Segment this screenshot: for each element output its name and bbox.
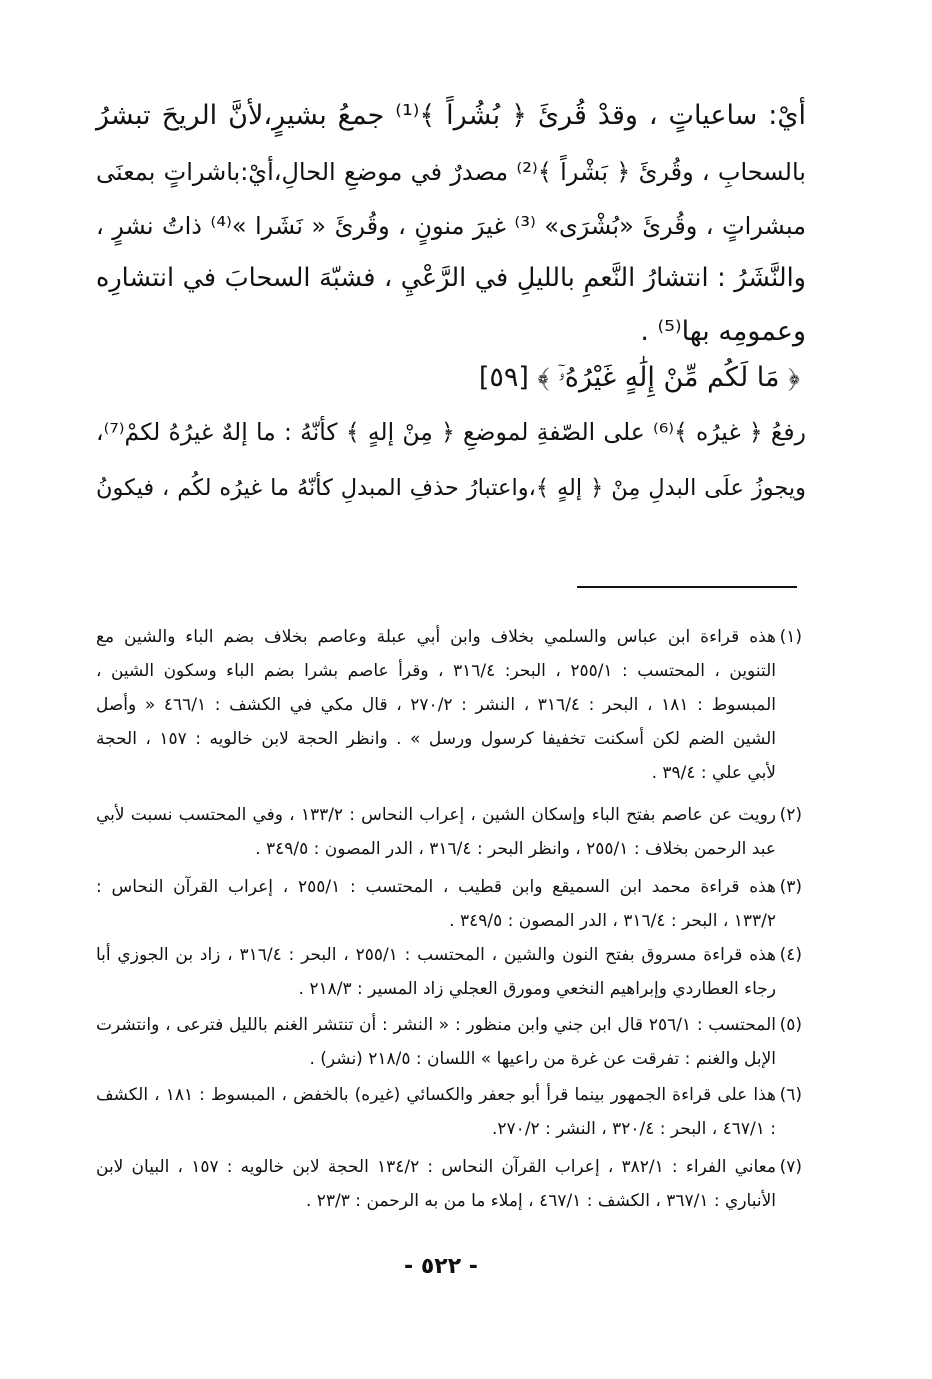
footnote — [96, 798, 802, 866]
footnote — [96, 620, 802, 790]
footnote — [96, 1008, 802, 1076]
footnote-line: عبد الرحمن بخلاف : ٢٥٥/١ ، وانظر البحر : ٣١٦/٤ ، الدر المصون : ٣٤٩/٥ . — [255, 839, 776, 859]
footnote-line: المحتسب : ٢٥٦/١ قال ابن جني وابن منظور : « النشر : أن تنتشر الغنم بالليل فترعى ، وانتشرت — [96, 1015, 776, 1035]
footnote-separator — [577, 586, 797, 588]
footnote-number: (١) — [779, 627, 802, 647]
main-text-line: وعمومِه بها⁽⁵⁾ . — [640, 316, 806, 347]
footnote-line: المبسوط : ١٨١ ، البحر : ٣١٦/٤ ، النشر : ٢٧٠/٢ ، قال مكي في الكشف : ٤٦٦/١ « وأصل — [96, 695, 776, 715]
footnote-number: (٧) — [779, 1157, 802, 1177]
page-number: - ٥٢٢ - — [404, 1254, 478, 1279]
main-text-line: والنَّشَرُ : انتشارُ النَّعمِ بالليلِ في الرَّعْيِ ، فشبّهَ السحابَ في انتشارِه — [96, 263, 806, 293]
main-text-line: مبشراتٍ ، وقُرئَ «بُشْرَى» ⁽³⁾ غيرَ منونٍ ، وقُرئَ « نَشَرا »⁽⁴⁾ ذاتُ نشرٍ ، — [96, 212, 807, 240]
main-text-line: ويجوزُ علَى البدلِ مِنْ ﴿ إلهٍ ﴾،واعتبارُ حذفِ المبدلِ كأنّهُ ما غيرُه لكُم ، فيكونُ — [96, 475, 806, 501]
footnote-line: هذه قراءة ابن عباس والسلمي بخلاف وابن أبي عبلة وعاصم بخلاف بضم الباء والشين مع — [96, 627, 776, 647]
footnote-line: هذا على قراءة الجمهور بينما قرأ أبو جعفر والكسائي (غيره) بالخفض ، المبسوط : ١٨١ ، الكشف — [96, 1085, 776, 1105]
footnote-line: التنوين ، المحتسب : ٢٥٥/١ ، البحر: ٣١٦/٤ ، وقرأ عاصم بشرا بضم الباء وسكون الشين ، — [96, 661, 777, 681]
footnote-line: : ٤٦٧/١ ، البحر : ٣٢٠/٤ ، النشر : ٢٧٠/٢. — [492, 1119, 776, 1139]
footnote — [96, 1078, 802, 1146]
footnote-line: الأنباري : ٣٦٧/١ ، الكشف : ٤٦٧/١ ، إملاء ما من به الرحمن : ٢٣/٣ . — [305, 1191, 776, 1211]
footnote-line: الإبل والغنم : تفرقت عن غرة من راعيها » اللسان : ٢١٨/٥ (نشر) . — [309, 1049, 776, 1069]
footnote-line: معاني الفراء : ٣٨٢/١ ، إعراب القرآن النحاس : ١٣٤/٢ الحجة لابن خالويه : ١٥٧ ، البيان لابن — [96, 1157, 776, 1177]
footnote-line: رجاء العطاردي وإبراهيم النخعي ومورق العجلي زاد المسير : ٢١٨/٣ . — [298, 979, 776, 999]
main-text-line: رفعُ ﴿ غيرُه ﴾⁽⁶⁾ على الصّفةِ لموضعِ ﴿ مِنْ إلهٍ ﴾ كأنّهُ : ما إلهٌ غيرُهُ لكمْ⁽⁷⁾، — [96, 418, 806, 446]
main-text-line: أيْ: ساعياتٍ ، وقدْ قُرئَ ﴿ بُشُراً ﴾⁽¹⁾ جمعُ بشيرٍ،لأنَّ الريحَ تبشرُ — [96, 100, 806, 131]
footnote — [96, 870, 802, 938]
main-text-line: بالسحابِ ، وقُرئَ ﴿ بَشْراً ﴾⁽²⁾ مصدرٌ في موضعِ الحالِ،أيْ:باشراتٍ بمعنَى — [96, 158, 806, 186]
footnote-line: الشين الضم لكن أسكنت تخفيفا كرسول ورسل » . وانظر الحجة لابن خالويه : ١٥٧ ، الحجة — [96, 729, 777, 749]
footnote-number: (٢) — [779, 805, 802, 825]
footnote — [96, 938, 802, 1006]
footnote-number: (٦) — [779, 1085, 802, 1105]
footnote-line: هذه قراءة محمد ابن السميقع وابن قطيب ، المحتسب : ٢٥٥/١ ، إعراب القرآن النحاس : — [96, 877, 776, 897]
quran-verse: ﴿ مَا لَكُم مِّنْ إِلَٰهٍ غَيْرُهُۥٓ ﴾ [٥٩] — [478, 362, 800, 393]
footnote-number: (٣) — [779, 877, 802, 897]
footnote-line: رويت عن عاصم بفتح الباء وإسكان الشين ، إعراب النحاس : ١٣٣/٢ ، وفي المحتسب نسبت لأبي — [96, 805, 776, 825]
footnote — [96, 1150, 802, 1218]
footnote-line: ١٣٣/٢ ، البحر : ٣١٦/٤ ، الدر المصون : ٣٤٩/٥ . — [449, 911, 776, 931]
footnote-line: هذه قراءة مسروق بفتح النون والشين ، المحتسب : ٢٥٥/١ ، البحر : ٣١٦/٤ ، زاد بن الجوزي أبا — [96, 945, 776, 965]
footnote-number: (٥) — [779, 1015, 802, 1035]
footnote-line: لأبي علي : ٣٩/٤ . — [651, 763, 776, 783]
footnote-number: (٤) — [779, 945, 802, 965]
